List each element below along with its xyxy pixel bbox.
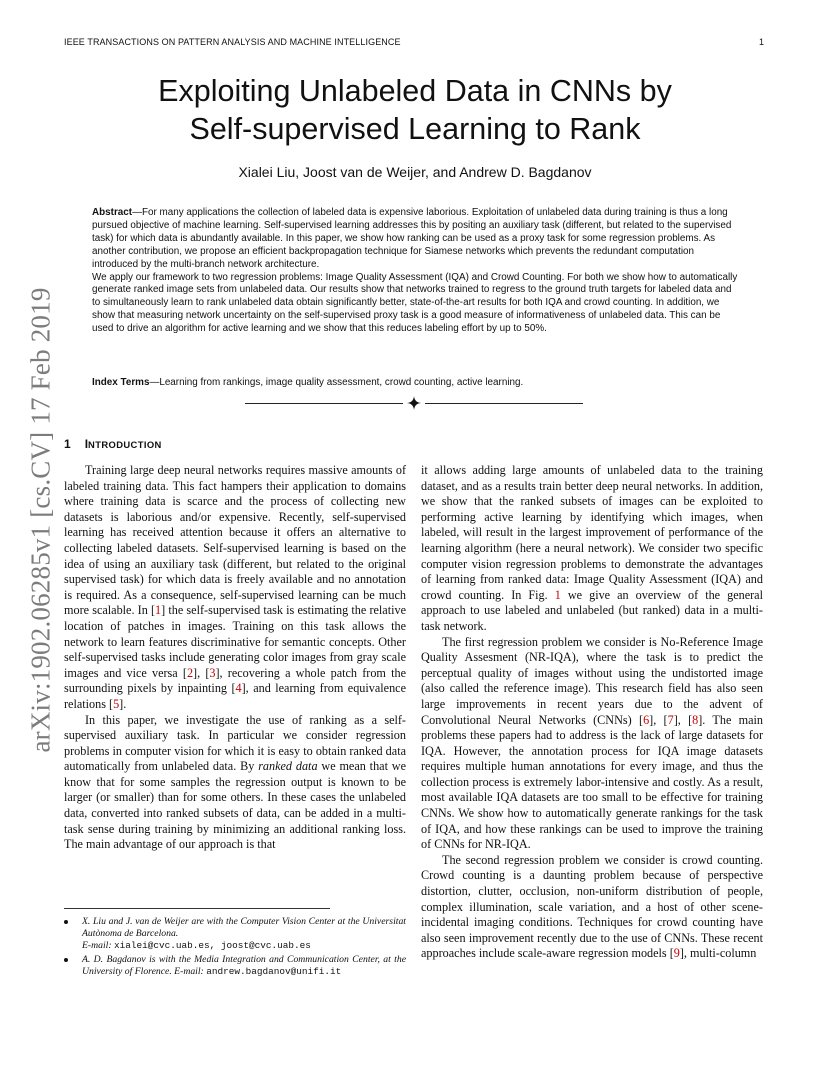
index-terms-label: Index Terms xyxy=(92,377,150,388)
citation-link[interactable]: 8 xyxy=(692,712,699,727)
footnote-affiliation-1: X. Liu and J. van de Weijer are with the Computer Vision Center at the Universitat Autònoma de Barcelona. E-mail: xialei@cvc.uab.es, joost@cvc.uab.es xyxy=(64,916,406,953)
bullet-icon xyxy=(64,958,68,962)
emphasis-ranked-data: ranked data xyxy=(258,759,318,774)
section-heading xyxy=(64,437,162,451)
diamond-star-icon xyxy=(407,396,421,410)
citation-link[interactable]: 1 xyxy=(155,603,162,618)
bullet-icon xyxy=(64,920,68,924)
citation-link[interactable]: 3 xyxy=(209,665,216,680)
abstract xyxy=(92,207,738,336)
citation-link[interactable]: 4 xyxy=(235,681,242,696)
intro-paragraph-2: In this paper, we investigate the use of ranking as a self-supervised auxiliary task. In particular we consider regression problems in computer vision for which it is easy to obtain ranked data automatically from unlabeled data. By ranked data we mean that we know that for some samples the regression output is known to be larger (or smaller) than for some others. In these cases the unlabeled data, converted into ranked subsets of data, can be added in a multi-task sense during training by minimizing an additional ranking loss. The main advantage of our approach is that xyxy=(64,712,407,852)
author-email[interactable]: andrew.bagdanov@unifi.it xyxy=(206,965,342,977)
citation-link[interactable]: 9 xyxy=(673,946,680,961)
running-header xyxy=(64,37,764,51)
section-title-initial: I xyxy=(84,437,89,451)
intro-paragraph-4: The first regression problem we consider is No-Reference Image Quality Assesment (NR-IQA), where the task is to predict the perceptual quality of images without using the undistorted image (also called the reference image). This research field has also seen large improvements in recent years due to the advent of Convolutional Neural Networks (CNNs) [6], [7], [8]. The main problems these papers had to address is the lack of large datasets for IQA. However, the annotation process for IQA image datasets requires multiple human annotations for every image, and thus the collection process is extremely labor-intensive and costly. As a result, most available IQA datasets are too small to be effective for training CNNs. We show how to automatically generate rankings for the task of IQA, and how these rankings can be used to improve the training of CNNs for NR-IQA. xyxy=(421,634,764,852)
intro-paragraph-5: The second regression problem we consider is crowd counting. Crowd counting is a daunting problem because of perspective distortion, clutter, occlusion, non-uniform distribution of people, complex illumination, scale variation, and a host of other scene-incidental imaging conditions. Techniques for crowd counting have also seen improvement recently due to the use of CNNs. These recent approaches include scale-aware regression models [9], multi-column xyxy=(421,852,763,961)
right-column xyxy=(421,463,763,962)
footnote-rule xyxy=(64,908,330,909)
figure-reference-link[interactable]: 1 xyxy=(554,587,561,602)
abstract-text-1: —For many applications the collection of labeled data is expensive laborious. Exploitation of unlabeled data during training is thus a long pursued objective of machine learning. Self-supervised learning addresses this by positing an auxiliary task (different, but related to the supervised task) for which data is abundantly available. In this paper, we show how ranking can be used as a proxy task for some regression problems. As another contribution, we propose an efficient backpropagation technique for Siamese networks which prevents the redundant computation introduced by the multi-branch network architecture. xyxy=(92,207,732,270)
section-number: 1 xyxy=(64,437,71,451)
index-terms xyxy=(92,376,738,389)
footnote-affiliation-2: A. D. Bagdanov is with the Media Integration and Communication Center, at the University of Florence. E-mail: andrew.bagdanov@unifi.it xyxy=(64,954,406,978)
footnotes xyxy=(64,916,406,979)
abstract-paragraph-2: We apply our framework to two regression problems: Image Quality Assessment (IQA) and Crowd Counting. For both we show how to automatically generate ranked image sets from unlabeled data. Our results show that networks trained to regress to the ground truth targets for labeled data and to simultaneously learn to rank unlabeled data obtain significantly better, state-of-the-art results for both IQA and crowd counting. In addition, we show that measuring network uncertainty on the self-supervised proxy task is a good measure of informativeness of unlabeled data. This can be used to drive an algorithm for active learning and we show that this reduces labeling effort by up to 50%. xyxy=(92,271,738,335)
index-terms-text: —Learning from rankings, image quality assessment, crowd counting, active learning. xyxy=(149,377,524,388)
abstract-paragraph-1 xyxy=(92,207,738,272)
section-title-rest: NTRODUCTION xyxy=(88,439,162,450)
citation-link[interactable]: 6 xyxy=(643,712,650,727)
page-number: 1 xyxy=(758,37,764,47)
left-column xyxy=(64,463,406,853)
journal-name: IEEE TRANSACTIONS ON PATTERN ANALYSIS AND MACHINE INTELLIGENCE xyxy=(64,37,401,47)
divider-rule-right xyxy=(425,403,583,404)
citation-link[interactable]: 5 xyxy=(113,696,120,711)
divider-rule-left xyxy=(245,403,403,404)
title-line-1: Exploiting Unlabeled Data in CNNs by xyxy=(158,74,672,108)
paper-title xyxy=(90,72,740,148)
section-divider xyxy=(245,396,583,412)
citation-link[interactable]: 7 xyxy=(667,712,674,727)
title-line-2: Self-supervised Learning to Rank xyxy=(189,112,641,146)
intro-paragraph-3: it allows adding large amounts of unlabeled data to the training dataset, and as a results train better deep neural networks. In addition, we show that the ranked subsets of images can be exploited to performing active learning by identifying which images, when labeled, will result in the largest improvement of performance of the learning algorithm (here a neural network). We consider two specific computer vision regression problems to demonstrate the advantages of learning from ranked data: Image Quality Assessment (IQA) and crowd counting. In Fig. 1 we give an overview of the general approach to use labeled and unlabeled (but ranked) data in a multi-task network. xyxy=(421,463,763,633)
citation-link[interactable]: 2 xyxy=(186,665,194,680)
author-emails[interactable]: xialei@cvc.uab.es, joost@cvc.uab.es xyxy=(114,940,311,952)
author-list: Xialei Liu, Joost van de Weijer, and Andrew D. Bagdanov xyxy=(238,164,592,180)
arxiv-identifier: arXiv:1902.06285v1 [cs.CV] 17 Feb 2019 xyxy=(25,287,56,753)
intro-paragraph-1: Training large deep neural networks requires massive amounts of labeled training data. This fact hampers their application to domains where training data is scarce and the process of collecting new datasets is laborious and/or expensive. Recently, self-supervised learning has received attention because it offers an alternative to collecting labeled datasets. Self-supervised learning is based on the idea of using an auxiliary task (different, but related to the original supervised task) for which data is freely available and no annotation is required. As a consequence, self-supervised learning can be much more scalable. In [1] the self-supervised task is estimating the relative location of patches in images. Training on this task allows the network to learn features discriminative for semantic concepts. Other self-supervised tasks include generating color images from gray scale images and vice versa [2], [3], recovering a whole patch from the surrounding pixels by inpainting [4], and learning from equivalence relations [5]. xyxy=(64,463,406,711)
abstract-label: Abstract xyxy=(92,207,133,218)
